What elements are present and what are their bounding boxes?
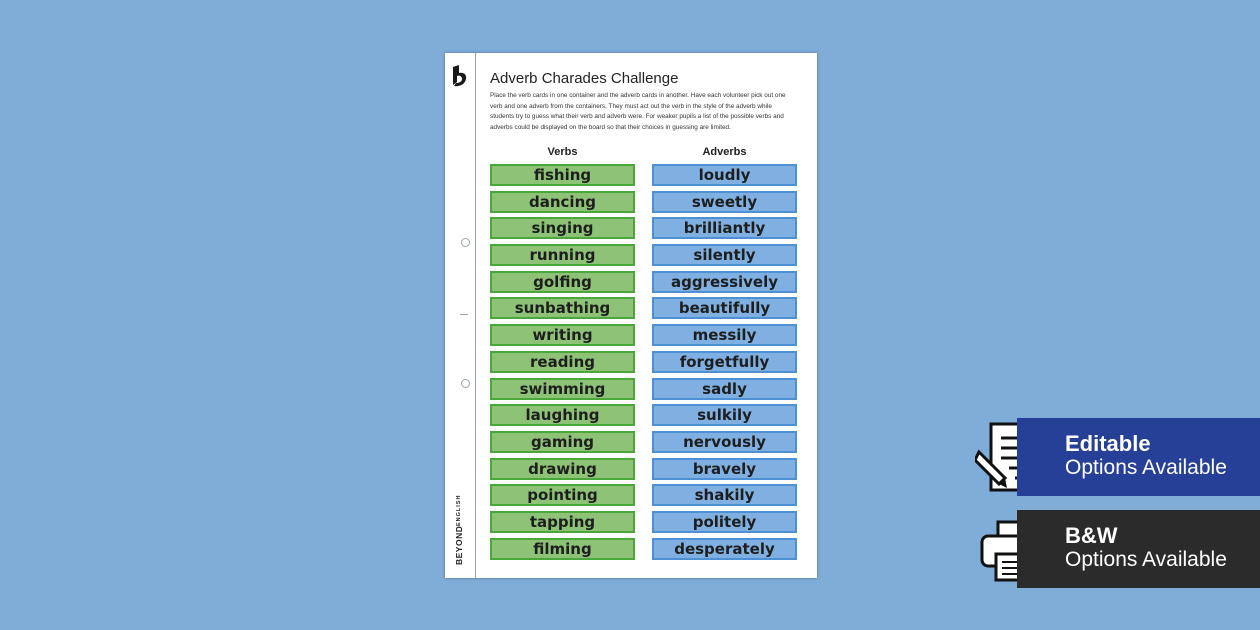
adverb-card: silently [652,244,797,266]
adverb-card: politely [652,511,797,533]
verb-card: reading [490,351,635,373]
brand-wordmark [454,483,468,565]
verb-card: filming [490,538,635,560]
adverb-card: sadly [652,378,797,400]
punch-hole [461,379,470,388]
worksheet-preview [445,53,817,578]
verb-card: writing [490,324,635,346]
editable-badge-subtitle: Options Available [1065,456,1227,479]
adverb-card: messily [652,324,797,346]
adverb-card: aggressively [652,271,797,293]
verb-card: swimming [490,378,635,400]
worksheet-title: Adverb Charades Challenge [490,70,679,87]
adverb-card: brilliantly [652,217,797,239]
adverb-card: bravely [652,458,797,480]
adverbs-column [652,164,797,564]
adverbs-heading: Adverbs [702,146,747,158]
adverb-card: sulkily [652,404,797,426]
verb-card: tapping [490,511,635,533]
verb-card: dancing [490,191,635,213]
adverb-card: loudly [652,164,797,186]
worksheet-instructions: Place the verb cards in one container and the adverb cards in another. Have each volunteer pick out one verb and one adverb from the containers. They must act out the verb in the style of the adverb while students try to guess what their verb and adverb were. For weaker pupils a list of the possible verbs and adverbs could be displayed on the board so that their choices in guessing are limited. [490,92,786,131]
verbs-heading: Verbs [547,146,578,158]
verb-card: laughing [490,404,635,426]
adverb-card: sweetly [652,191,797,213]
fold-mark [460,314,468,315]
verb-card: fishing [490,164,635,186]
adverb-card: shakily [652,484,797,506]
editable-options-badge[interactable] [1017,418,1260,496]
adverb-card: forgetfully [652,351,797,373]
verb-card: gaming [490,431,635,453]
margin-line [475,53,476,578]
brand-main: BEYOND [454,525,464,565]
verb-card: singing [490,217,635,239]
bw-options-badge[interactable] [1017,510,1260,588]
verb-card: drawing [490,458,635,480]
beyond-logo-icon [451,64,469,88]
verbs-column [490,164,635,564]
bw-badge-subtitle: Options Available [1065,548,1227,571]
adverb-card: nervously [652,431,797,453]
punch-hole [461,238,470,247]
verb-card: golfing [490,271,635,293]
editable-badge-title: Editable [1065,431,1151,456]
adverb-card: beautifully [652,297,797,319]
verb-card: running [490,244,635,266]
brand-sub: ENGLISH [456,494,462,526]
adverb-card: desperately [652,538,797,560]
verb-card: pointing [490,484,635,506]
verb-card: sunbathing [490,297,635,319]
bw-badge-title: B&W [1065,523,1118,548]
worksheet-content [490,70,790,133]
